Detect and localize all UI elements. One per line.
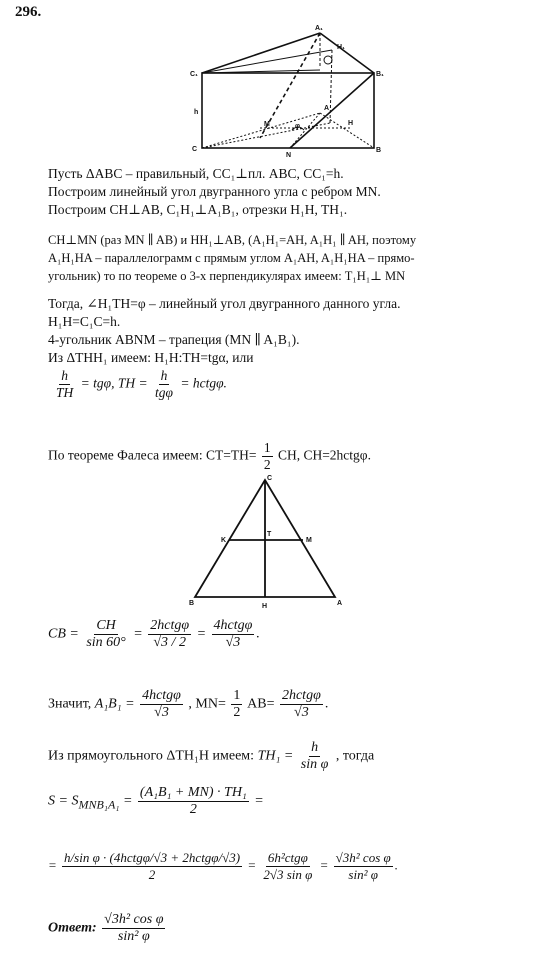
label-C1: C₁ (190, 71, 198, 78)
fraction-h-tg: $\frac{h}{\text{tgφ}}$ (154, 368, 173, 400)
text-line-7: Тогда, ∠H₁TH=φ – линейный угол двугранного данного угла. (48, 296, 401, 311)
label-K: K (221, 537, 227, 544)
label-phi: φ (295, 123, 301, 130)
text-line-6: угольник) то по теореме о 3-х перпендикулярах имеем: T₁H₁⊥ MN (48, 269, 406, 283)
triangle-figure (185, 472, 360, 612)
label-A: A (324, 105, 330, 112)
fraction-s1: $\frac{\text{(A₁B₁ + MN) · TH₁}}{2}$ (139, 785, 247, 817)
fraction-th1: $\frac{h}{\text{sin φ}}$ (300, 740, 329, 772)
label-N: N (286, 152, 292, 158)
label-B: B (376, 147, 382, 154)
fraction-half: $\frac{1}{2}$ (263, 440, 271, 472)
label-M: M (264, 121, 270, 128)
label-T: T (267, 531, 272, 538)
fraction-half-2: $\frac{1}{2}$ (233, 688, 241, 720)
fraction-cb3: $\frac{\text{4hctgφ}}{√3}$ (213, 618, 253, 650)
equation-th1: Из прямоугольного ΔTH₁H имеем: TH₁ = $\frac{h}{\text{sin φ}}$ , тогда (48, 740, 375, 772)
fraction-h-th: $\frac{h}{TH}$ (56, 368, 74, 400)
label-C: C (192, 146, 198, 153)
text-line-2: Построим линейный угол двугранного угла с ребром MN. (48, 184, 381, 199)
equation-s2: = $\frac{\text{h/sin φ · (4hctgφ/√3 + 2hctgφ/√3)}}{2}$ = $\frac{\text{6h²ctgφ}}{\text{2√3 sin φ}}$ = $\frac{\text{√3h² cos φ}}{\text{sin² φ}}$ . (48, 850, 398, 882)
text-thales: По теореме Фалеса имеем: CT=TH= $\frac{1}{2}$ CH, CH=2hctgφ. (48, 440, 371, 472)
label-H: H (348, 120, 354, 127)
text-line-1: Пусть ΔABC – правильный, CC₁⊥пл. ABC, CC₁=h. (48, 166, 344, 181)
fraction-s4: $\frac{\text{√3h² cos φ}}{\text{sin² φ}}$ (335, 850, 391, 882)
problem-number: 296. (15, 4, 42, 20)
equation-a1b1: Значит, A₁B₁ = $\frac{\text{4hctgφ}}{√3}$ , MN= $\frac{1}{2}$ AB= $\frac{\text{2hctgφ}}{√3}$ . (48, 688, 329, 720)
text-line-8: H₁H=C₁C=h. (48, 314, 121, 329)
label-B1: B₁ (376, 71, 384, 78)
text-line-4: CH⊥MN (раз MN ∥ AB) и HH₁⊥AB, (A₁H₁=AH, A₁H₁ ∥ AH, поэтому (48, 233, 417, 247)
label-M: M (306, 537, 312, 544)
answer: Ответ: $\frac{\text{√3h² cos φ}}{\text{sin² φ}}$ (48, 912, 164, 944)
prism-figure (180, 18, 390, 158)
label-H1: H₁ (337, 44, 345, 51)
text-line-9: 4-угольник ABNM – трапеция (MN ∥ A₁B₁). (48, 332, 300, 347)
label-H: H (262, 603, 268, 610)
fraction-s3: $\frac{\text{6h²ctgφ}}{\text{2√3 sin φ}}$ (263, 850, 313, 882)
fraction-mn: $\frac{\text{2hctgφ}}{√3}$ (281, 688, 321, 720)
equation-th: $\frac{h}{TH}$ = tgφ, TH = $\frac{h}{\text{tgφ}}$ = hctgφ. (56, 368, 227, 400)
label-C: C (267, 475, 273, 482)
fraction-cb2: $\frac{\text{2hctgφ}}{√3 / 2}$ (150, 618, 190, 650)
text-line-3: Построим CH⊥AB, C₁H₁⊥A₁B₁, отрезки H₁H, TH₁. (48, 202, 348, 217)
fraction-s-big: $\frac{\text{h/sin φ · (4hctgφ/√3 + 2hctgφ/√3)}}{2}$ (64, 850, 241, 882)
fraction-a1b1: $\frac{\text{4hctgφ}}{√3}$ (142, 688, 181, 720)
label-B: B (189, 600, 195, 607)
text-line-5: A₁H₁HA – параллелограмм с прямым углом A₁AH, A₁H₁HA – прямо- (48, 251, 415, 265)
label-A: A (337, 600, 343, 607)
fraction-answer: $\frac{\text{√3h² cos φ}}{\text{sin² φ}}$ (104, 912, 164, 944)
label-h: h (194, 109, 199, 116)
label-A1: A₁ (315, 25, 323, 32)
equation-cb: CB = $\frac{CH}{\sin 60^\circ}$ = $\frac{\text{2hctgφ}}{√3 / 2}$ = $\frac{\text{4hctgφ}}{√3}$ . (48, 618, 260, 650)
text-line-10: Из ΔTHH₁ имеем: H₁H:TH=tgα, или (48, 350, 254, 365)
equation-s1: $S = S_{MNB_1A_1}$ = $\frac{\text{(A₁B₁ + MN) · TH₁}}{2}$ = (48, 785, 264, 817)
fraction-cb1: $\frac{CH}{\sin 60^\circ}$ (86, 618, 126, 650)
